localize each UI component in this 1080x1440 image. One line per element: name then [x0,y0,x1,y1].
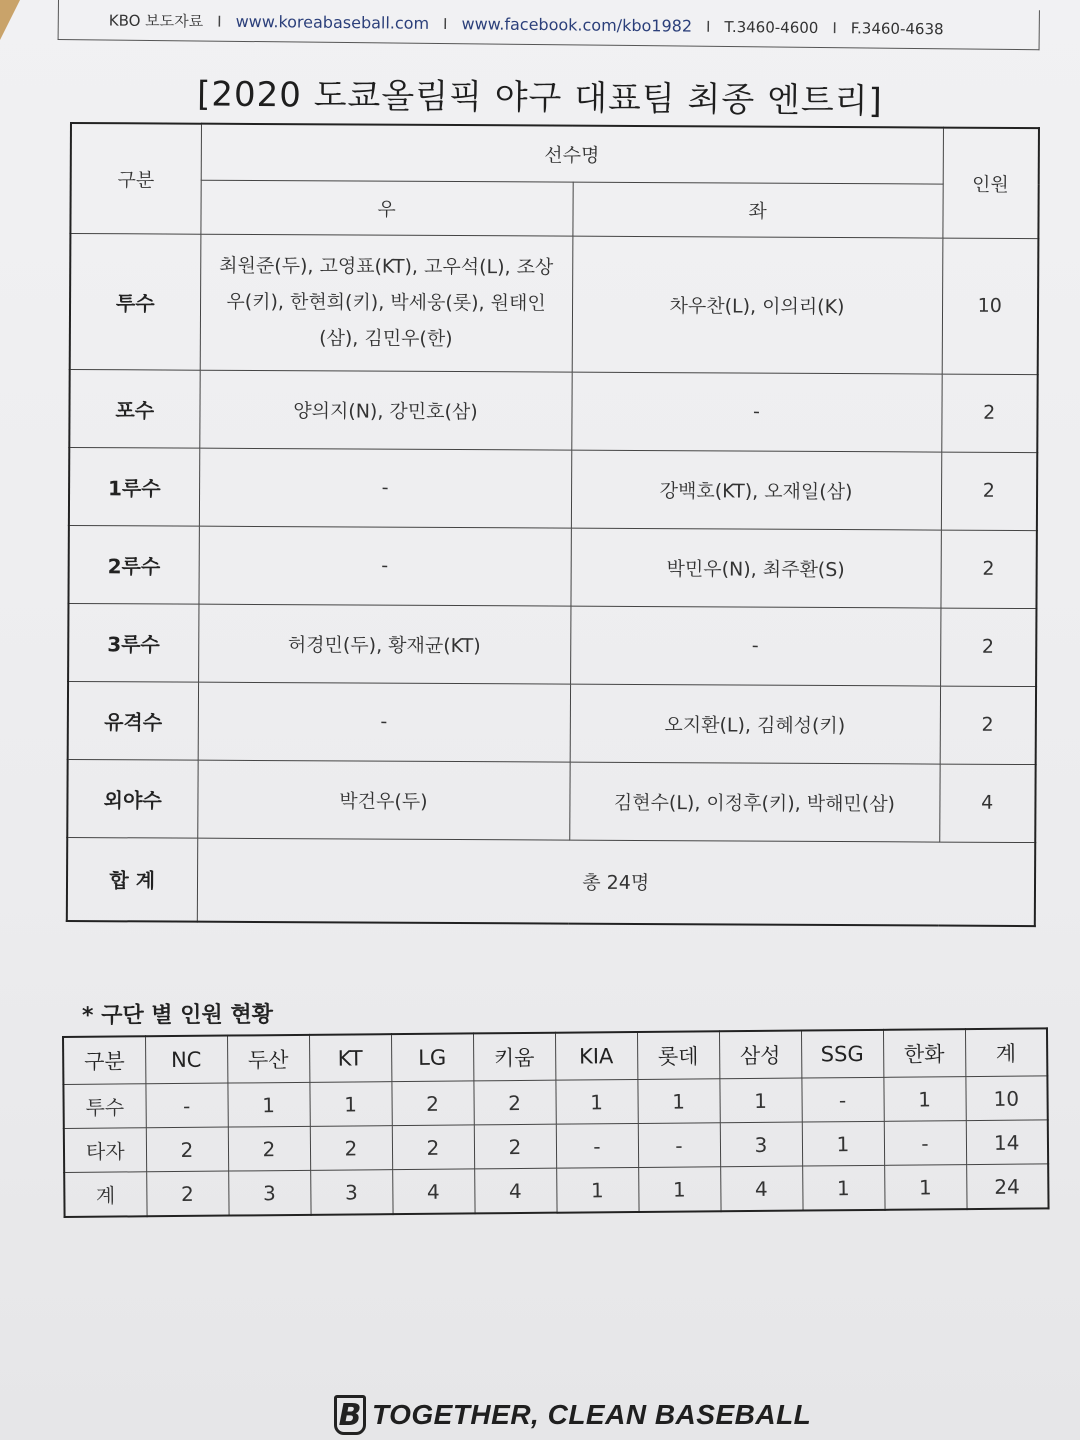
position-cell: 2루수 [68,525,198,604]
table-cell: 1 [227,1082,309,1127]
row-label: 계 [64,1172,146,1217]
table-cell: 2 [392,1125,474,1170]
header-separator: I [443,14,448,33]
table-header-row [63,1028,1047,1084]
left-players-cell: 강백호(KT), 오재일(삼) [571,450,941,530]
category-header: 구분 [70,123,201,234]
table-row [67,759,1035,842]
website-link[interactable]: www.koreabaseball.com [235,11,430,33]
table-row [69,369,1037,452]
table-cell: 2 [228,1126,310,1171]
left-players-cell: 차우찬(L), 이의리(K) [572,236,943,374]
position-cell: 유격수 [68,681,198,760]
header-cell: 구분 [63,1036,145,1084]
facebook-link[interactable]: www.facebook.com/kbo1982 [461,14,693,36]
table-cell: 2 [146,1171,228,1216]
left-players-cell: 박민우(N), 최주환(S) [570,528,940,608]
table-cell: 1 [802,1121,884,1166]
right-players-cell: 최원준(두), 고영표(KT), 고우석(L), 조상우(키), 한현희(키), 박세웅(롯), 원태인(삼), 김민우(한) [200,234,573,372]
right-players-cell: 허경민(두), 황재균(KT) [198,604,570,684]
table-cell: - [638,1123,720,1168]
org-label: KBO 보도자료 [108,11,204,31]
table-cell: 1 [638,1167,720,1212]
left-players-cell: 오지환(L), 김혜성(키) [570,684,940,764]
header-separator: I [705,17,711,36]
table-row [68,525,1036,608]
table-cell: 1 [637,1079,719,1124]
table-cell: 2 [391,1081,473,1126]
table-cell: 14 [966,1120,1048,1165]
right-players-cell: 박건우(두) [197,760,569,840]
total-row [67,837,1035,926]
table-cell: 1 [883,1077,965,1122]
count-cell: 2 [940,608,1036,687]
tel-number: T.3460-4600 [724,17,819,37]
count-cell: 2 [940,686,1036,765]
table-cell: 4 [392,1169,474,1214]
table-cell: 1 [719,1078,801,1123]
left-handed-header: 좌 [572,182,942,238]
footer-logo [334,1390,811,1440]
fax-number: F.3460-4638 [850,18,944,38]
team-section-title: * 구단 별 인원 현황 [81,1002,273,1029]
table-row [68,603,1036,686]
team-count-table [62,1027,1050,1218]
position-cell: 3루수 [68,603,198,682]
table-row [69,447,1037,530]
table-cell: 1 [802,1165,884,1210]
kbo-b-badge-icon: B [334,1395,366,1435]
left-players-cell: - [570,606,940,686]
table-cell: - [884,1121,966,1166]
header-cell: SSG [801,1030,883,1078]
table-row [64,1164,1048,1217]
right-players-cell: - [198,682,570,762]
desk-corner [0,0,20,40]
table-cell: 2 [474,1124,556,1169]
header-cell: 롯데 [637,1031,719,1079]
footer-slogan: TOGETHER, CLEAN BASEBALL [372,1399,812,1430]
table-row [68,681,1036,764]
count-cell: 4 [939,764,1035,843]
table-cell: 3 [228,1170,310,1215]
header-cell: LG [391,1033,473,1081]
table-cell: 24 [966,1164,1048,1209]
right-players-cell: - [198,526,570,606]
table-cell: 1 [309,1082,391,1127]
count-header: 인원 [942,128,1039,239]
total-label: 합 계 [67,837,197,922]
total-value: 총 24명 [197,838,1035,926]
table-cell: 10 [965,1076,1047,1121]
count-cell: 10 [942,238,1039,375]
players-header: 선수명 [201,124,943,184]
count-cell: 2 [941,452,1037,531]
header-separator: I [217,12,222,31]
entry-table [66,122,1040,927]
position-cell: 외야수 [67,759,197,838]
table-cell: 2 [310,1126,392,1171]
header-cell: 키움 [473,1033,555,1081]
table-cell: 3 [310,1170,392,1215]
right-players-cell: - [199,448,571,528]
document-title: [2020 도쿄올림픽 야구 대표팀 최종 엔트리] [196,74,884,122]
row-label: 타자 [64,1128,146,1173]
table-row [70,233,1039,374]
header-cell: NC [145,1036,227,1084]
table-cell: 1 [884,1165,966,1210]
table-cell: 1 [555,1079,637,1124]
left-players-cell: - [571,372,941,452]
table-cell: 4 [474,1168,556,1213]
position-cell: 투수 [70,233,201,370]
table-cell: 2 [146,1127,228,1172]
table-cell: - [556,1123,638,1168]
header-cell: 삼성 [719,1031,801,1079]
right-players-cell: 양의지(N), 강민호(삼) [199,370,571,450]
table-cell: 1 [556,1167,638,1212]
header-cell: 계 [965,1028,1047,1076]
position-cell: 1루수 [69,447,199,526]
left-players-cell: 김현수(L), 이정후(키), 박해민(삼) [569,762,939,842]
row-label: 투수 [63,1084,145,1129]
table-cell: 2 [473,1080,555,1125]
table-cell: 4 [720,1166,802,1211]
count-cell: 2 [940,530,1036,609]
table-cell: - [801,1077,883,1122]
table-cell: - [145,1083,227,1128]
header-separator: I [832,18,837,37]
table-cell: 3 [720,1122,802,1167]
count-cell: 2 [941,374,1037,453]
position-cell: 포수 [69,369,199,448]
header-cell: 두산 [227,1035,309,1083]
header-cell: 한화 [883,1029,965,1077]
header-cell: KIA [555,1032,637,1080]
right-handed-header: 우 [200,180,572,236]
header-cell: KT [309,1034,391,1082]
